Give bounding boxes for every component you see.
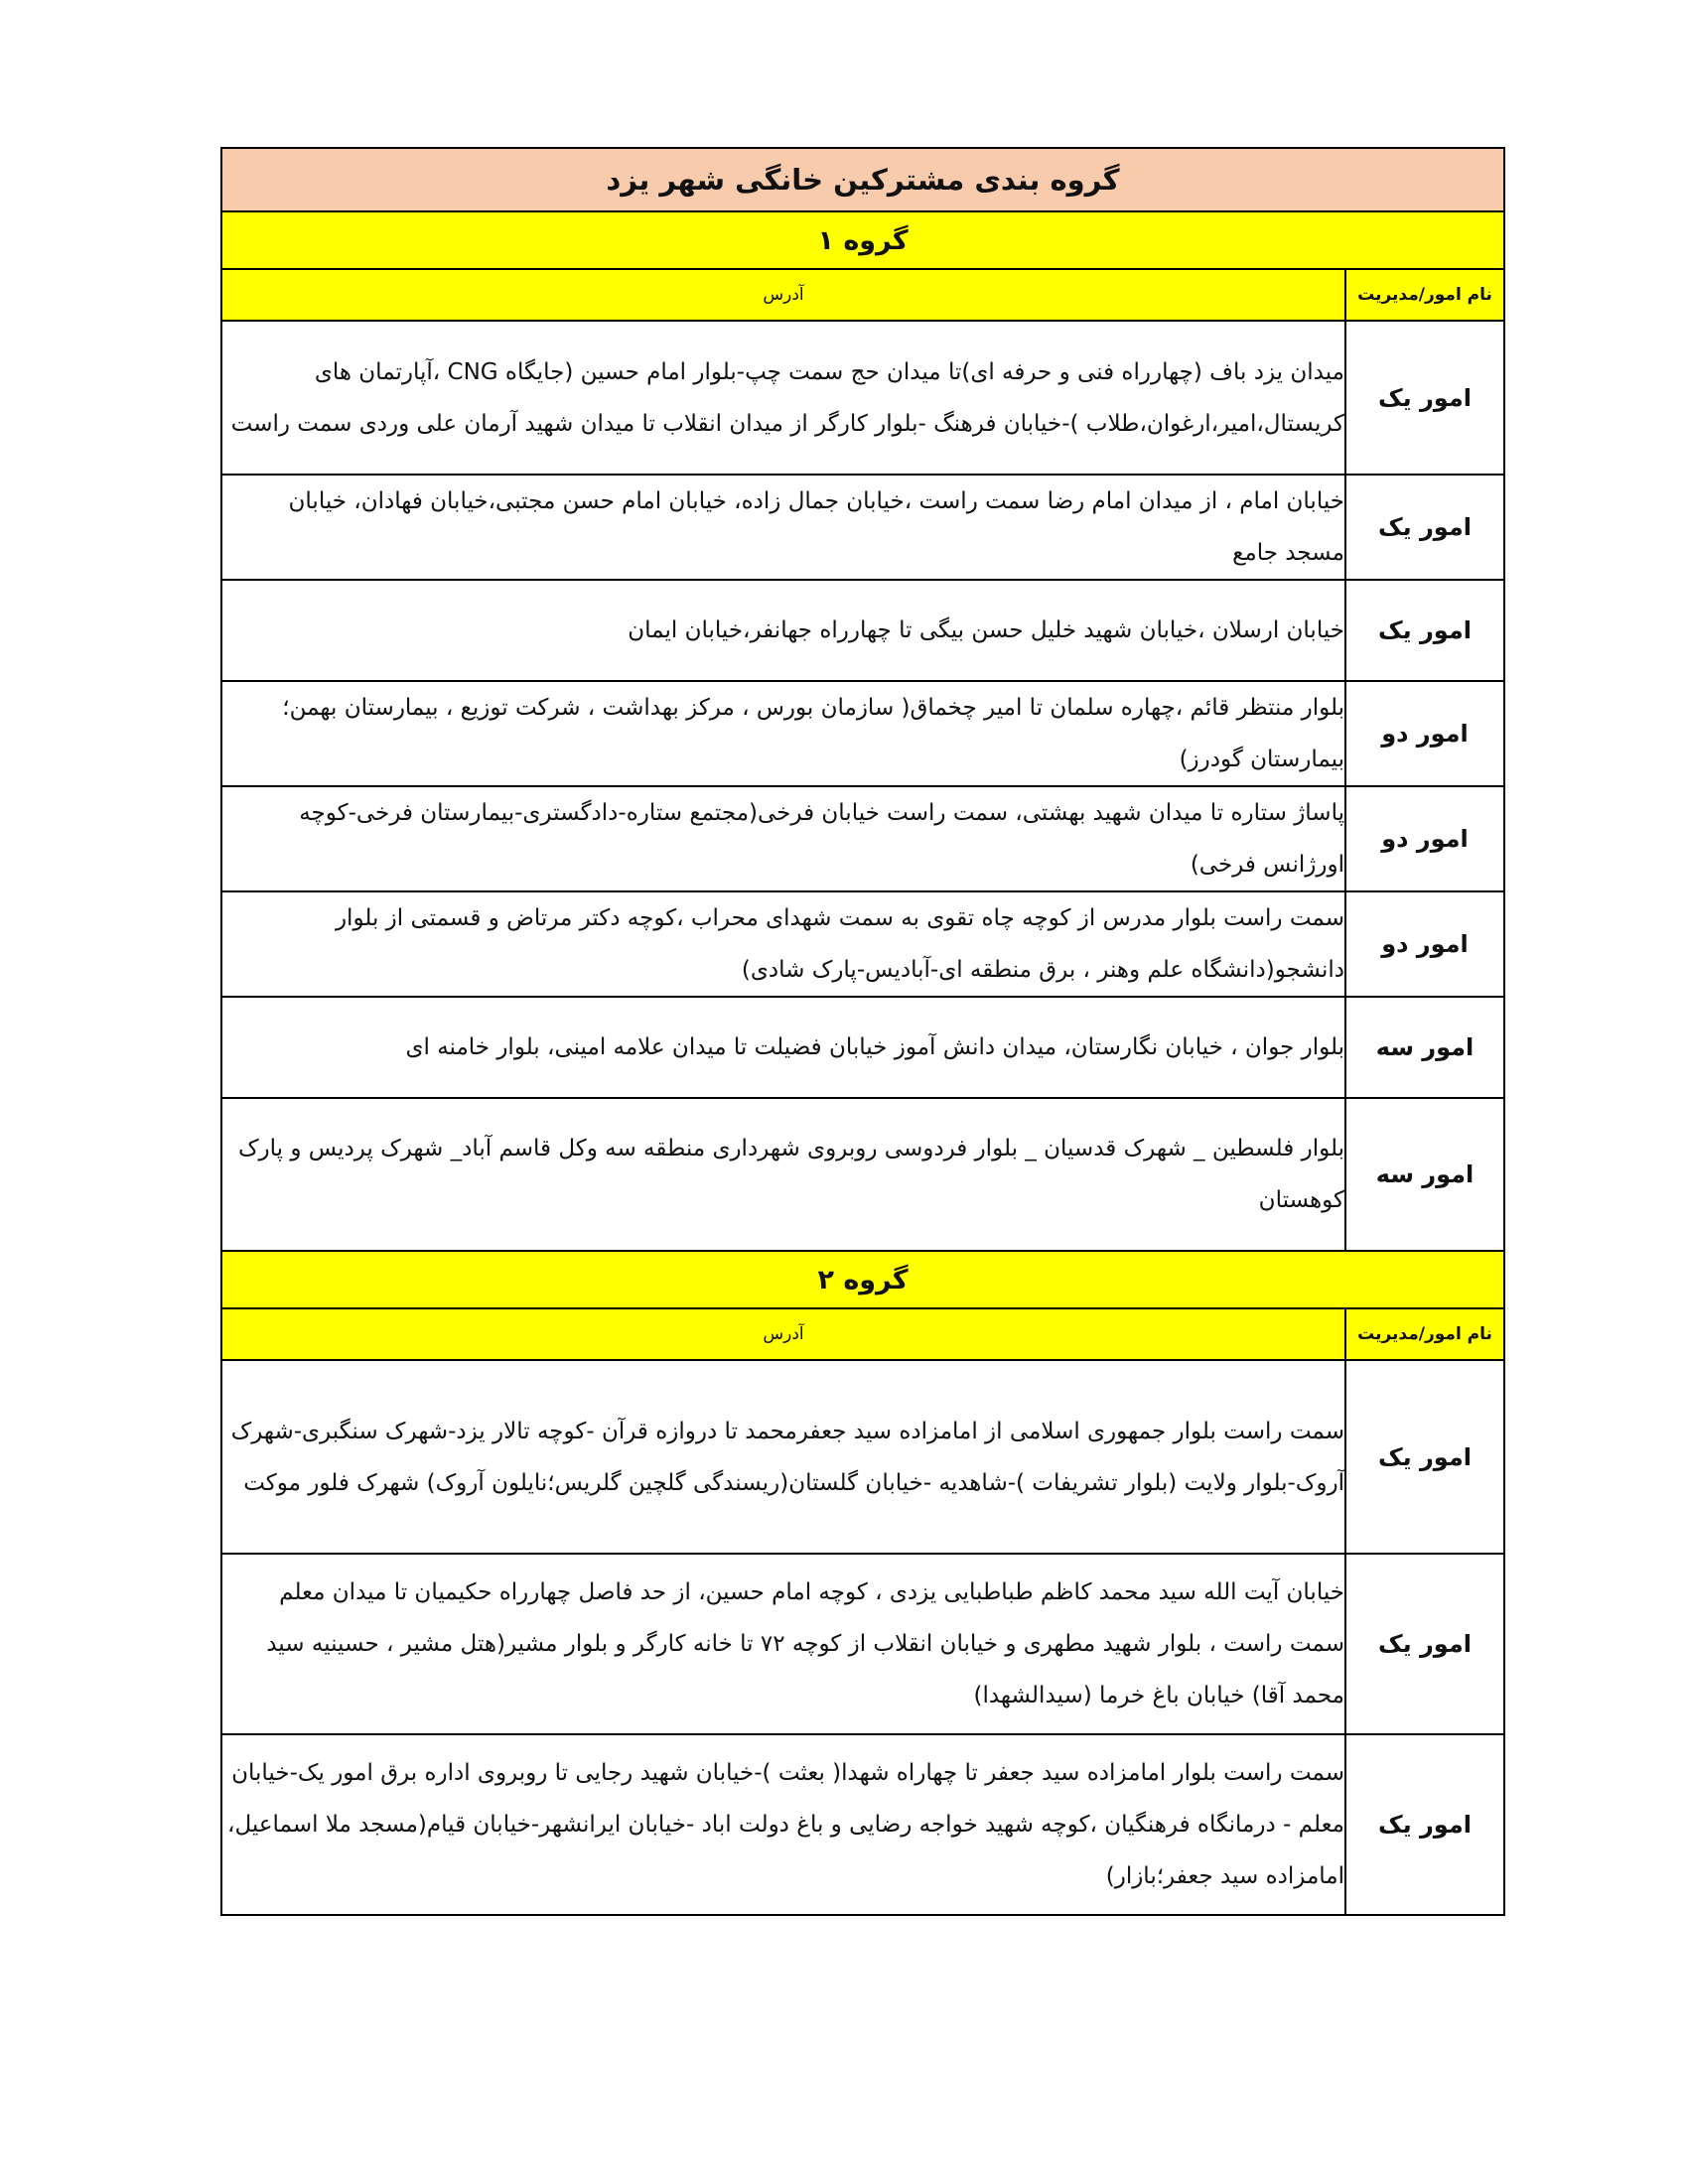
district-name: امور سه — [1345, 997, 1504, 1098]
district-name: امور یک — [1345, 1554, 1504, 1734]
document-title: گروه بندی مشترکین خانگی شهر یزد — [221, 148, 1504, 211]
address-text: سمت راست بلوار مدرس از کوچه چاه تقوی به سمت شهدای محراب ،کوچه دکتر مرتاض و قسمتی از بلوار دانشجو(دانشگاه علم وهنر ، برق منطقه ای-آبادیس-پارک شادی) — [221, 891, 1345, 997]
table-row — [221, 1554, 1504, 1734]
table-row — [221, 891, 1504, 997]
table-row — [221, 997, 1504, 1098]
table-row — [221, 321, 1504, 475]
address-text: بلوار جوان ، خیابان نگارستان، میدان دانش آموز خیابان فضیلت تا میدان علامه امینی، بلوار خامنه ای — [221, 997, 1345, 1098]
group-2-header — [221, 1308, 1504, 1360]
title-row — [221, 148, 1504, 211]
table-row — [221, 1734, 1504, 1915]
district-name: امور یک — [1345, 1360, 1504, 1554]
header-name: نام امور/مدیریت — [1345, 269, 1504, 321]
group-1-row — [221, 211, 1504, 269]
district-name: امور دو — [1345, 786, 1504, 891]
table-row — [221, 1098, 1504, 1251]
customer-grouping-table — [220, 147, 1505, 1916]
address-text: سمت راست بلوار امامزاده سید جعفر تا چهاراه شهدا( بعثت )-خیابان شهید رجایی تا روبروی اداره برق امور یک-خیابان معلم - درمانگاه فرهنگیان ،کوچه شهید خواجه رضایی و باغ دولت اباد -خیابان ایرانشهر-خیابان قیام(مسجد ملا اسماعیل، امامزاده سید جعفر؛بازار) — [221, 1734, 1345, 1915]
group-label: گروه ۲ — [221, 1251, 1504, 1308]
address-text: خیابان ارسلان ،خیابان شهید خلیل حسن بیگی تا چهارراه جهانفر،خیابان ایمان — [221, 580, 1345, 681]
group-label: گروه ۱ — [221, 211, 1504, 269]
district-name: امور یک — [1345, 580, 1504, 681]
district-name: امور یک — [1345, 475, 1504, 580]
address-text: خیابان آیت الله سید محمد کاظم طباطبایی یزدی ، کوچه امام حسین، از حد فاصل چهارراه حکیمیان تا میدان معلم سمت راست ، بلوار شهید مطهری و خیابان انقلاب از کوچه ۷۲ تا خانه کارگر و بلوار مشیر(هتل مشیر ، حسینیه سید محمد آقا) خیابان باغ خرما (سیدالشهدا) — [221, 1554, 1345, 1734]
address-text: بلوار فلسطین _ شهرک قدسیان _ بلوار فردوسی روبروی شهرداری منطقه سه وکل قاسم آباد_ شهرک پردیس و پارک کوهستان — [221, 1098, 1345, 1251]
header-address: آدرس — [221, 1308, 1345, 1360]
address-text: بلوار منتظر قائم ،چهاره سلمان تا امیر چخماق( سازمان بورس ، مرکز بهداشت ، شرکت توزیع ، بیمارستان بهمن؛ بیمارستان گودرز) — [221, 681, 1345, 786]
table-row — [221, 681, 1504, 786]
district-name: امور یک — [1345, 1734, 1504, 1915]
table-row — [221, 1360, 1504, 1554]
table-row — [221, 786, 1504, 891]
address-text: خیابان امام ، از میدان امام رضا سمت راست ،خیابان جمال زاده، خیابان امام حسن مجتبی،خیابان فهادان، خیابان مسجد جامع — [221, 475, 1345, 580]
header-name: نام امور/مدیریت — [1345, 1308, 1504, 1360]
table-row — [221, 580, 1504, 681]
group-2-row — [221, 1251, 1504, 1308]
group-1-header — [221, 269, 1504, 321]
district-name: امور دو — [1345, 891, 1504, 997]
table-row — [221, 475, 1504, 580]
district-name: امور سه — [1345, 1098, 1504, 1251]
address-text: سمت راست بلوار جمهوری اسلامی از امامزاده سید جعفرمحمد تا دروازه قرآن -کوچه تالار یزد-شهرک سنگبری-شهرک آروک-بلوار ولایت (بلوار تشریفات )-شاهدیه -خیابان گلستان(ریسندگی گلچین گلریس؛نایلون آروک) شهرک فلور موکت — [221, 1360, 1345, 1554]
address-text: میدان یزد باف (چهارراه فنی و حرفه ای)تا میدان حج سمت چپ-بلوار امام حسین (جایگاه CNG ،آپارتمان های کریستال،امیر،ارغوان،طلاب )-خیابان فرهنگ -بلوار کارگر از میدان انقلاب تا میدان شهید آرمان علی وردی سمت راست — [221, 321, 1345, 475]
district-name: امور یک — [1345, 321, 1504, 475]
header-address: آدرس — [221, 269, 1345, 321]
address-text: پاساژ ستاره تا میدان شهید بهشتی، سمت راست خیابان فرخی(مجتمع ستاره-دادگستری-بیمارستان فرخی-کوچه اورژانس فرخی) — [221, 786, 1345, 891]
district-name: امور دو — [1345, 681, 1504, 786]
